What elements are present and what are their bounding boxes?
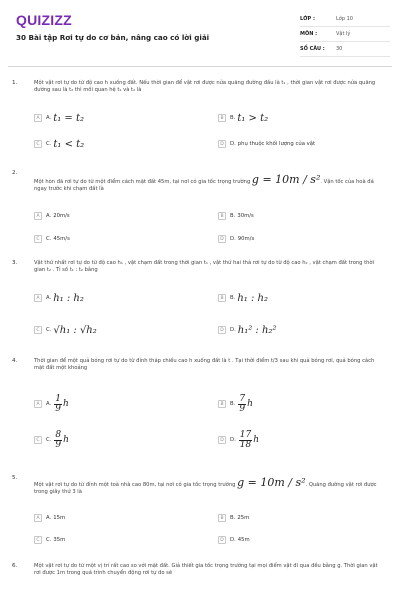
fraction-numerator: 7: [239, 393, 246, 404]
meta-table: [300, 12, 390, 57]
question-text: Một vật rơi tự do từ độ cao h xuống đất. Nếu thời gian để vật rơi được nửa quãng đường đầu là t₁ , thời gian vật rơi được nửa quãng đường sau là t₂ thì mối quan hệ t₁ và t₂ là: [34, 80, 376, 94]
option-label: D.: [230, 537, 236, 543]
document-title: 30 Bài tập Rơi tự do cơ bản, nâng cao có lời giải: [16, 33, 210, 42]
question-text: Vật thứ nhất rơi tự do từ độ cao h₁ , vật chạm đất trong thời gian t₁ , vật thứ hai thả rơi tự do từ độ cao h₂ , vật chạm đất trong thời gian t₂ . Tỉ số t₁ : t₂ bằng: [34, 260, 375, 274]
option-c[interactable]: [34, 324, 97, 336]
option-badge: B: [218, 514, 226, 522]
fraction-numerator: 8: [55, 429, 62, 440]
option-text: 15m: [53, 515, 66, 521]
fraction-suffix: h: [253, 435, 260, 445]
option-text: 20m/s: [53, 213, 70, 219]
header-divider: [8, 66, 392, 67]
option-b[interactable]: [218, 392, 253, 416]
question-text-part: Một vật rơi tự do từ đỉnh một toà nhà cao 80m, tại nơi có gia tốc trọng trường: [34, 482, 236, 488]
fraction-numerator: 17: [239, 429, 252, 440]
logo: QUIZIZZ: [16, 12, 72, 28]
option-label: C.: [46, 236, 52, 242]
fraction-denominator: 9: [239, 403, 246, 414]
option-text: phụ thuộc khối lượng của vật: [237, 141, 316, 147]
option-math: t₁ > t₂: [237, 112, 269, 124]
option-text: 25m: [237, 515, 250, 521]
option-d[interactable]: [218, 324, 276, 336]
option-label: B.: [230, 115, 236, 121]
option-label: B.: [230, 295, 236, 301]
fraction-denominator: 18: [239, 439, 252, 450]
option-text: 35m: [53, 537, 66, 543]
option-badge: A: [34, 114, 42, 122]
option-badge: B: [218, 114, 226, 122]
fraction-numerator: 1: [55, 393, 61, 404]
option-label: C.: [46, 537, 52, 543]
option-b[interactable]: [218, 210, 254, 222]
option-badge: A: [34, 514, 42, 522]
option-badge: D: [218, 436, 226, 444]
option-label: A.: [46, 295, 52, 301]
gravity-formula: g = 10m / s²: [251, 173, 321, 186]
meta-row-subject: [300, 27, 390, 42]
question-number: 6.: [12, 563, 18, 569]
option-c[interactable]: [34, 428, 69, 452]
fraction: [54, 395, 62, 414]
option-a[interactable]: [34, 392, 69, 416]
question-number: 5.: [12, 475, 18, 481]
option-label: C.: [46, 437, 52, 443]
option-b[interactable]: [218, 292, 268, 304]
option-badge: C: [34, 326, 42, 334]
option-badge: D: [218, 326, 226, 334]
option-a[interactable]: [34, 512, 65, 524]
option-c[interactable]: [34, 233, 70, 245]
fraction-suffix: h: [247, 399, 253, 409]
question-number: 4.: [12, 358, 18, 364]
option-c[interactable]: [34, 138, 84, 150]
option-badge: C: [34, 436, 42, 444]
option-math: h₁ : h₂: [53, 292, 84, 304]
option-badge: B: [218, 400, 226, 408]
option-d[interactable]: [218, 138, 315, 150]
option-badge: D: [218, 140, 226, 148]
meta-key: LỚP :: [300, 16, 315, 22]
option-math: √h₁ : √h₂: [53, 324, 97, 336]
option-badge: B: [218, 212, 226, 220]
option-label: C.: [46, 141, 52, 147]
option-label: D.: [230, 141, 236, 147]
option-math: h₁² : h₂²: [237, 324, 277, 336]
option-label: B.: [230, 401, 236, 407]
option-text: 45m: [237, 537, 250, 543]
option-badge: C: [34, 235, 42, 243]
fraction: [239, 431, 252, 450]
question-number: 3.: [12, 260, 18, 266]
question-text: [34, 173, 386, 194]
meta-value: Lớp 10: [336, 16, 353, 22]
option-d[interactable]: [218, 428, 259, 452]
option-label: C.: [46, 327, 52, 333]
question-text-part: . Vận tốc của hoà đá ngay trước khi chạm đất là: [34, 179, 374, 193]
option-math: t₁ < t₂: [53, 138, 85, 150]
question-text-part: . Quãng đường vật rơi được trong giây thứ 3 là: [34, 482, 377, 496]
fraction-denominator: 9: [55, 439, 62, 450]
meta-key: SỐ CÂU :: [300, 46, 325, 52]
option-badge: B: [218, 294, 226, 302]
option-b[interactable]: [218, 512, 249, 524]
meta-value: Vật lý: [336, 31, 351, 37]
option-badge: D: [218, 235, 226, 243]
option-label: A.: [46, 213, 52, 219]
option-label: D.: [230, 327, 236, 333]
option-badge: A: [34, 212, 42, 220]
fraction-suffix: h: [62, 399, 69, 409]
question-number: 1.: [12, 80, 18, 86]
option-label: A.: [46, 401, 52, 407]
option-badge: D: [218, 536, 226, 544]
question-text-part: Một hòn đá rơi tự do từ một điểm cách mặt đất 45m, tại nơi có gia tốc trọng trường: [34, 179, 251, 185]
option-badge: C: [34, 536, 42, 544]
question-text: [34, 476, 386, 497]
option-label: B.: [230, 213, 236, 219]
gravity-formula: g = 10m / s²: [237, 476, 306, 489]
question-text: Thời gian để một quả bóng rơi tự do từ đỉnh tháp chiều cao h xuống đất là t . Tại thời điểm t/3 sau khi quả bóng rơi, quả bóng cách mặt đất một khoảng: [34, 358, 375, 372]
option-badge: A: [34, 294, 42, 302]
meta-row-class: [300, 12, 390, 27]
meta-key: MÔN :: [300, 31, 318, 37]
meta-row-count: [300, 42, 390, 57]
option-a[interactable]: [34, 292, 84, 304]
option-a[interactable]: [34, 112, 84, 124]
question-number: 2.: [12, 170, 18, 176]
option-label: A.: [46, 115, 52, 121]
fraction-denominator: 9: [55, 403, 61, 414]
option-math: t₁ = t₂: [53, 112, 85, 124]
option-a[interactable]: [34, 210, 70, 222]
option-label: A.: [46, 515, 52, 521]
option-label: D.: [230, 236, 236, 242]
option-d[interactable]: [218, 534, 250, 546]
fraction: [238, 395, 246, 414]
question-text: Một vật rơi tự do từ một vị trí rất cao so với mặt đất. Giả thiết gia tốc trọng trường tại mọi điểm vật đi qua đều bằng g. Thời gian vật rơi được 1m trong quá trình chuyển động rơi tự do sẽ: [34, 563, 378, 577]
option-text: 90m/s: [237, 236, 255, 242]
option-b[interactable]: [218, 112, 268, 124]
option-text: 30m/s: [237, 213, 254, 219]
meta-value: 30: [336, 46, 343, 52]
option-label: B.: [230, 515, 236, 521]
option-c[interactable]: [34, 534, 65, 546]
option-badge: A: [34, 400, 42, 408]
option-text: 45m/s: [53, 236, 70, 242]
option-badge: C: [34, 140, 42, 148]
option-d[interactable]: [218, 233, 254, 245]
fraction: [54, 431, 62, 450]
option-label: D.: [230, 437, 236, 443]
fraction-suffix: h: [63, 435, 69, 445]
option-math: h₁ : h₂: [237, 292, 268, 304]
